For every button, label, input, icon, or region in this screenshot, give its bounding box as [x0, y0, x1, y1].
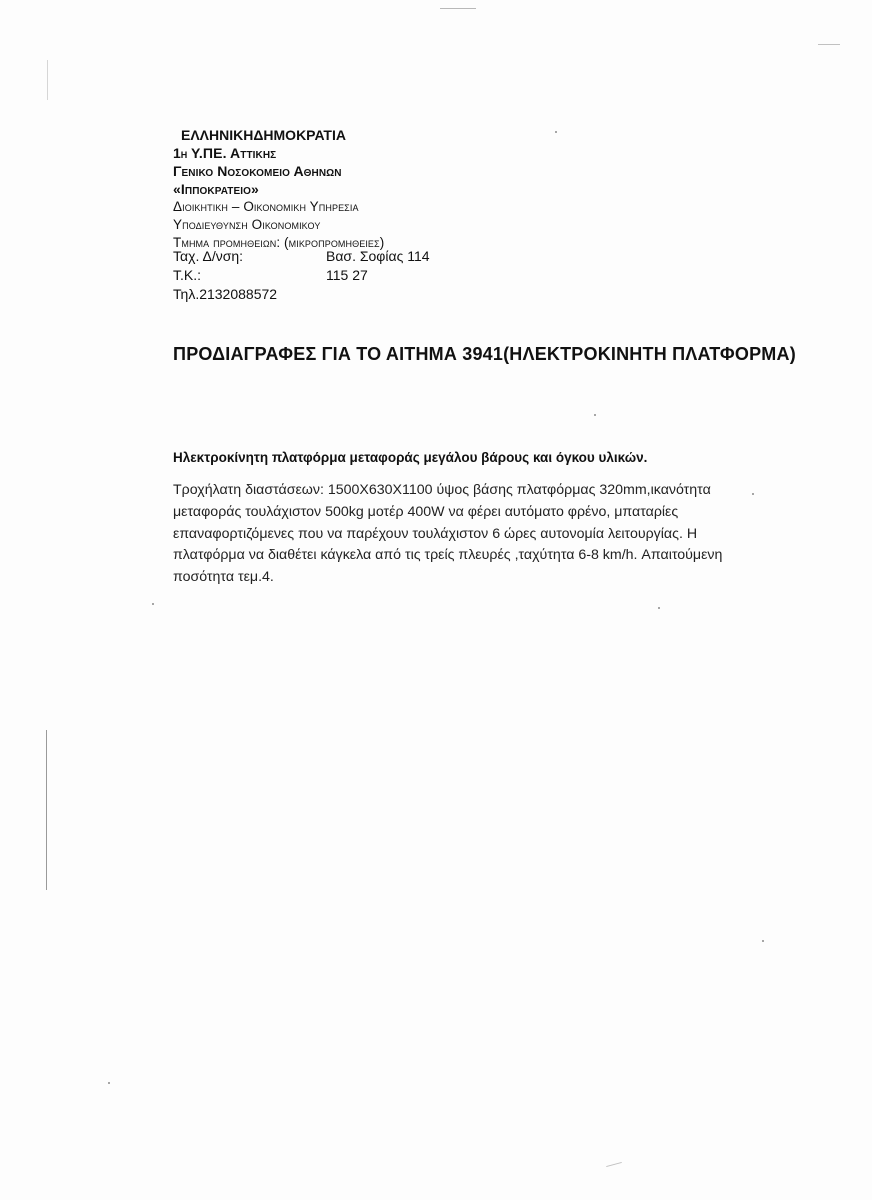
scan-left-edge-mark [46, 730, 47, 890]
postal-code-value: 115 27 [326, 267, 368, 283]
republic-label: ΕΛΛΗΝΙΚΗΔΗΜΟΚΡΑΤΙΑ [181, 127, 346, 143]
scan-left-edge-mark-upper [47, 60, 48, 100]
health-region-label [173, 144, 276, 164]
document-title: ΠΡΟΔΙΑΓΡΑΦΕΣ ΓΙΑ ΤΟ ΑΙΤΗΜΑ 3941(ΗΛΕΚΤΡΟΚΙΝΗΤΗ ΠΛΑΤΦΟΡΜΑ) [173, 344, 796, 364]
phone-number: Τηλ.2132088572 [173, 286, 278, 302]
scan-top-mark [440, 8, 476, 9]
specification-line: Τροχήλατη διαστάσεων: 1500Χ630Χ1100 ύψος βάσης πλατφόρμας 320mm,ικανότητα [173, 482, 711, 498]
specification-line: επαναφορτιζόμενες που να παρέχουν τουλάχιστον 6 ώρες αυτονομία λειτουργίας. Η [173, 525, 698, 542]
health-region-number: 1 [173, 145, 181, 161]
address-value: Βασ. Σοφίας 114 [326, 248, 430, 264]
directorate-label: Διοικητικη – Οικονομικη Υπηρεσια [173, 199, 359, 214]
hospital-name-label: «Ιπποκρατειο» [173, 181, 259, 197]
health-region-ordinal: Η [180, 150, 188, 160]
address-label: Ταχ. Δ/νση: [173, 248, 244, 264]
scan-bottom-mark [606, 1162, 622, 1167]
health-region-name: Υ.ΠΕ. Αττικησ [187, 145, 277, 161]
scan-top-right-mark [818, 44, 840, 45]
scan-speck [152, 603, 154, 605]
specification-line: μεταφοράς τουλάχιστον 500kg μοτέρ 400W να φέρει αυτόματο φρένο, μπαταρίες [173, 503, 679, 520]
specification-paragraph [173, 480, 763, 589]
scan-speck [555, 131, 557, 133]
item-heading: Ηλεκτροκίνητη πλατφόρμα μεταφοράς μεγάλου βάρους και όγκου υλικών. [173, 450, 648, 465]
postal-code-label: Τ.Κ.: [173, 267, 202, 283]
scan-speck [108, 1082, 110, 1084]
specification-line: πλατφόρμα να διαθέτει κάγκελα από τις τρείς πλευρές ,ταχύτητα 6-8 km/h. Απαιτούμενη [173, 547, 723, 564]
department-label: Τμημα προμηθειων: (μικροπρομηθειες) [173, 235, 385, 250]
specification-line: ποσότητα τεμ.4. [173, 569, 274, 586]
scan-speck [594, 414, 596, 416]
scan-speck [658, 607, 660, 609]
hospital-label: Γενικο Νοσοκομειο Αθηνων [173, 163, 342, 179]
scan-speck [762, 940, 764, 942]
subdirectorate-label: Υποδιευθυνση Οικονομικου [173, 217, 321, 232]
